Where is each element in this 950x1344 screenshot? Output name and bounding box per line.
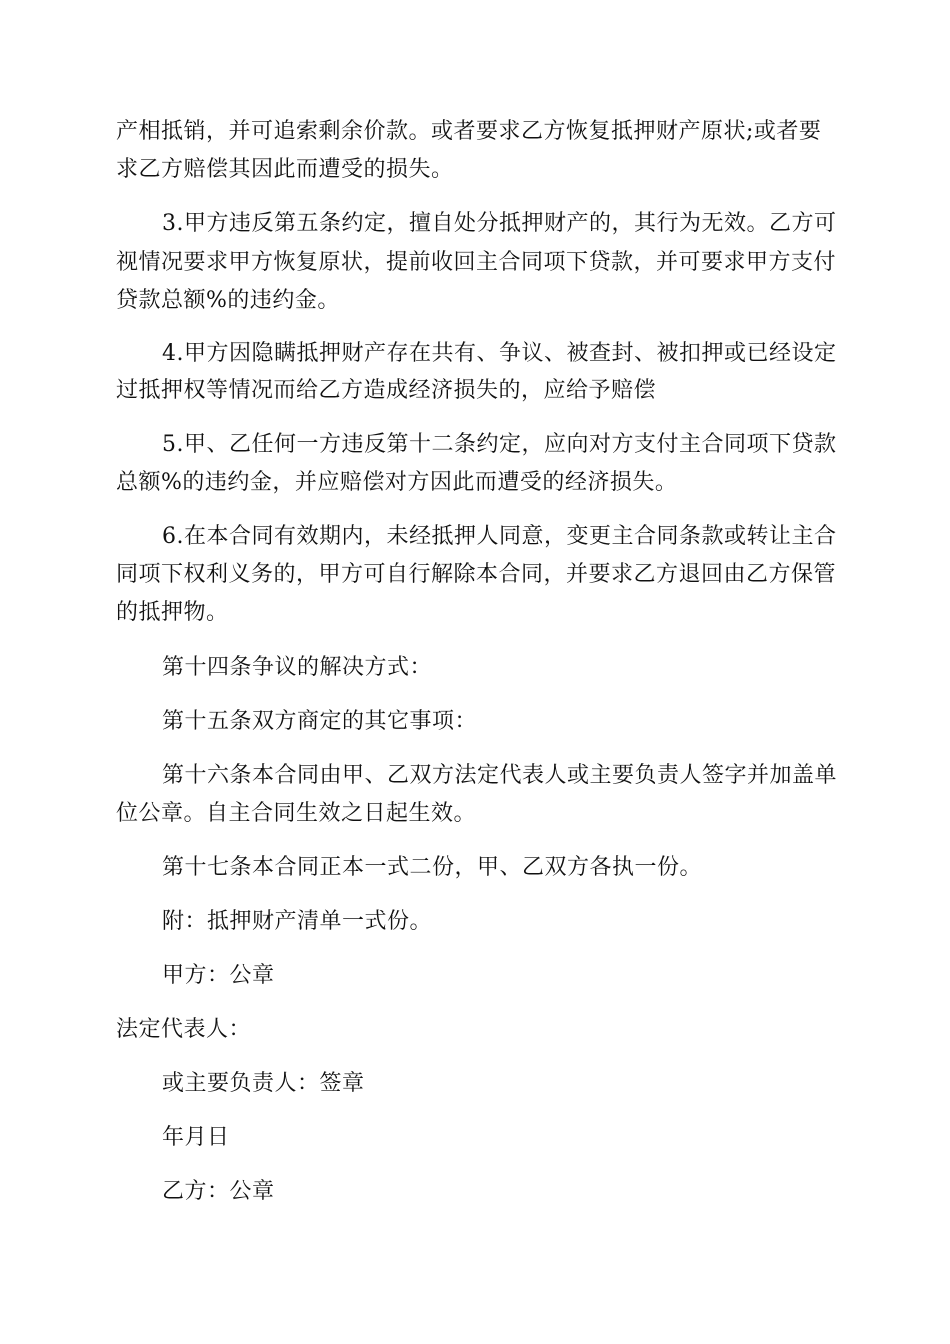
paragraph-line: 法定代表人： [116, 1017, 252, 1042]
paragraph-line: 贷款总额%的违约金。 [116, 288, 340, 313]
paragraph-line: 过抵押权等情况而给乙方造成经济损失的，应给予赔偿 [116, 378, 657, 403]
paragraph-line: 求乙方赔偿其因此而遭受的损失。 [116, 157, 454, 182]
paragraph-line: 视情况要求甲方恢复原状，提前收回主合同项下贷款，并可要求甲方支付 [116, 250, 837, 275]
paragraph-line: 或主要负责人：签章 [162, 1071, 365, 1096]
paragraph-line: 的抵押物。 [116, 600, 229, 625]
paragraph-line: 第十七条本合同正本一式二份，甲、乙双方各执一份。 [162, 855, 703, 880]
paragraph-line: 6.在本合同有效期内，未经抵押人同意，变更主合同条款或转让主合 [162, 524, 837, 549]
paragraph-line: 附：抵押财产清单一式份。 [162, 909, 433, 934]
paragraph-line: 年月日 [162, 1125, 230, 1150]
paragraph-line: 3.甲方违反第五条约定，擅自处分抵押财产的，其行为无效。乙方可 [162, 211, 837, 236]
paragraph-line: 总额%的违约金，并应赔偿对方因此而遭受的经济损失。 [116, 470, 678, 495]
paragraph-line: 第十五条双方商定的其它事项： [162, 709, 478, 734]
paragraph-line: 4.甲方因隐瞒抵押财产存在共有、争议、被查封、被扣押或已经设定 [162, 341, 837, 366]
paragraph-line: 同项下权利义务的，甲方可自行解除本合同，并要求乙方退回由乙方保管 [116, 562, 837, 587]
paragraph-line: 产相抵销，并可追索剩余价款。或者要求乙方恢复抵押财产原状;或者要 [116, 119, 822, 144]
paragraph-line: 甲方：公章 [162, 963, 275, 988]
paragraph-line: 位公章。自主合同生效之日起生效。 [116, 801, 477, 826]
paragraph-line: 第十四条争议的解决方式： [162, 655, 433, 680]
paragraph-line: 乙方：公章 [162, 1179, 275, 1204]
paragraph-line: 5.甲、乙任何一方违反第十二条约定，应向对方支付主合同项下贷款 [162, 432, 837, 457]
paragraph-line: 第十六条本合同由甲、乙双方法定代表人或主要负责人签字并加盖单 [162, 763, 838, 788]
